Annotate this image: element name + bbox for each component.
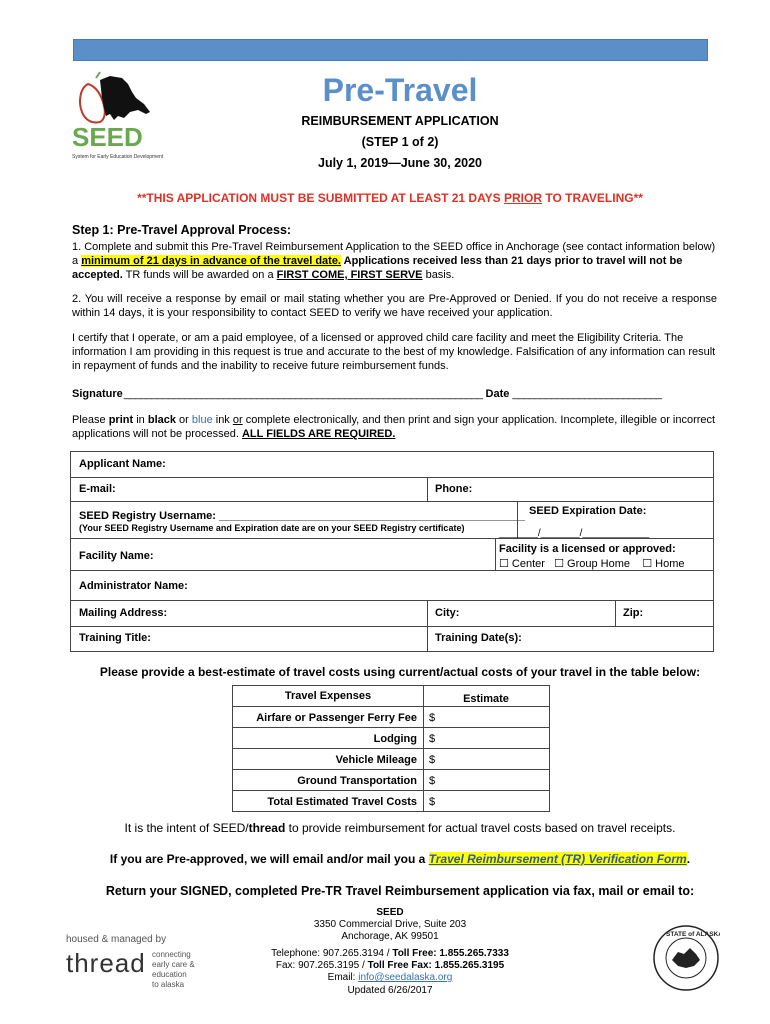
- subtitle-step: (STEP 1 of 2): [361, 135, 439, 149]
- cost-label: Lodging: [373, 733, 417, 745]
- cost-row: [233, 748, 549, 769]
- phone-field[interactable]: Phone:: [435, 483, 473, 495]
- seed-expiration-field[interactable]: _______/_______/____________: [499, 528, 650, 539]
- administrator-name-field[interactable]: Administrator Name:: [79, 580, 188, 592]
- contact-telephone: [230, 948, 550, 960]
- p1-first-come: FIRST COME, FIRST SERVE: [276, 269, 423, 281]
- email-link[interactable]: info@seedalaska.org: [358, 972, 453, 983]
- fax-tollfree: Toll Free Fax: 1.855.265.3195: [367, 960, 505, 971]
- training-title-field[interactable]: Training Title:: [79, 632, 151, 644]
- intent-c: to provide reimbursement for actual travel costs based on travel receipts.: [285, 821, 676, 835]
- thread-tag1: connecting: [152, 950, 191, 959]
- form-row-facility: [71, 538, 713, 539]
- seal-text: STATE of ALASKA: [666, 931, 720, 938]
- form-row-seed: [71, 501, 713, 502]
- cost-value-field[interactable]: $: [429, 796, 436, 808]
- training-dates-field[interactable]: Training Date(s):: [435, 632, 522, 644]
- instr-e: complete electronically, and then print and sign your application. Incomplete, illegible or incorrect applications will not be processed.: [72, 414, 716, 440]
- p1-text-e: basis.: [422, 269, 455, 281]
- divider: [427, 600, 428, 626]
- instr-black: black: [147, 414, 176, 426]
- thread-tag3: to alaska: [152, 980, 185, 989]
- thread-name: thread: [66, 948, 146, 978]
- certification-paragraph: I certify that I operate, or am a paid employee, of a licensed or approved child care facility and meet the Eligibility Criteria. The information I am providing in this request is true and accurate to the best of my knowledge. Falsification of any information can result in repayment of funds and the inability to receive future reimbursement funds.: [72, 332, 716, 372]
- mailing-address-field[interactable]: Mailing Address:: [79, 607, 168, 619]
- warning-text-pre: **THIS APPLICATION MUST BE SUBMITTED AT LEAST 21 DAYS: [137, 191, 504, 205]
- cost-header-estimate: Estimate: [463, 693, 509, 705]
- contact-address1: 3350 Commercial Drive, Suite 203: [313, 919, 467, 930]
- instr-required: ALL FIELDS ARE REQUIRED.: [241, 428, 396, 440]
- home-checkbox[interactable]: ☐ Home: [642, 558, 685, 570]
- form-row-admin: [71, 570, 713, 571]
- intent-thread: thread: [248, 821, 286, 835]
- email-label: Email:: [327, 972, 359, 983]
- form-row-email: [71, 477, 713, 478]
- warning-text-post: TO TRAVELING**: [542, 191, 643, 205]
- cost-value-field[interactable]: $: [429, 733, 436, 745]
- seed-username-field[interactable]: SEED Registry Username: __________________________________________________: [79, 510, 525, 522]
- applicant-form: [70, 451, 714, 652]
- cost-value-field[interactable]: $: [429, 754, 436, 766]
- thread-tagline: [152, 950, 226, 990]
- instr-print: print: [108, 414, 134, 426]
- cost-value-field[interactable]: $: [429, 775, 436, 787]
- page-title: Pre-Travel: [322, 72, 478, 108]
- step1-paragraph-1: [72, 240, 717, 282]
- step1-heading: Step 1: Pre-Travel Approval Process:: [72, 223, 292, 237]
- submission-warning: [60, 191, 720, 205]
- seed-username-note: (Your SEED Registry Username and Expiration date are on your SEED Registry certificate): [79, 523, 465, 533]
- instr-c: or: [175, 414, 192, 426]
- contact-org: SEED: [376, 907, 404, 918]
- warning-text-prior: PRIOR: [504, 191, 543, 205]
- facility-type-options: [499, 557, 685, 570]
- cost-row: [233, 769, 549, 790]
- header-bar: [73, 39, 708, 61]
- cost-row: [233, 706, 549, 727]
- tr-verification-form-link[interactable]: Travel Reimbursement (TR) Verification Form: [428, 852, 687, 866]
- divider: [495, 538, 496, 570]
- center-checkbox[interactable]: ☐ Center: [499, 558, 545, 570]
- updated-date: Updated 6/26/2017: [347, 985, 433, 996]
- cost-row: [233, 727, 549, 748]
- seed-logo-tagline: System for Early Education Development: [72, 154, 164, 160]
- contact-address2: Anchorage, AK 99501: [341, 931, 439, 942]
- step1-paragraph-2: 2. You will receive a response by email or mail stating whether you are Pre-Approved or Denied. If you do not receive a response within 14 days, it is your responsibility to contact SEED to verify we have received your application.: [72, 293, 717, 319]
- email-field[interactable]: E-mail:: [79, 483, 116, 495]
- subtitle-application: REIMBURSEMENT APPLICATION: [301, 114, 499, 128]
- signature-field[interactable]: _________________________________________________________________: [123, 388, 483, 400]
- state-seal-icon: [652, 924, 720, 992]
- p1-highlight: minimum of 21 days in advance of the travel date.: [81, 255, 341, 267]
- group-home-checkbox[interactable]: ☐ Group Home: [554, 558, 630, 570]
- date-label: Date: [485, 388, 510, 400]
- divider: [427, 477, 428, 501]
- preapproval-statement: [60, 852, 740, 866]
- cost-label: Airfare or Passenger Ferry Fee: [256, 712, 417, 724]
- p1-text-a: 1. Complete and submit this Pre-Travel Reimbursement Application to the SEED office in Anchorage (see contact information below) a: [72, 241, 716, 267]
- cost-label: Vehicle Mileage: [335, 754, 417, 766]
- thread-logo: [66, 928, 226, 988]
- cost-header-expenses: Travel Expenses: [284, 690, 372, 702]
- p1-text-b: Applications received less than 21 days prior to travel will not be accepted.: [72, 255, 683, 281]
- cost-row-total: [233, 790, 549, 811]
- tel-local: Telephone: 907.265.3194 /: [271, 948, 393, 959]
- alaska-apple-icon: [70, 70, 180, 170]
- tel-tollfree: Toll Free: 1.855.265.7333: [392, 948, 509, 959]
- thread-housed-text: housed & managed by: [66, 934, 167, 945]
- form-row-training: [71, 626, 713, 627]
- instr-a: Please: [72, 414, 109, 426]
- contact-email: [230, 972, 550, 984]
- preapp-a: If you are Pre-approved, we will email and/or mail you a: [109, 852, 429, 866]
- instr-d: ink: [212, 414, 233, 426]
- thread-tag2: early care & education: [152, 960, 195, 979]
- instr-blue: blue: [191, 414, 213, 426]
- p1-text-c: TR funds will be awarded on a: [122, 269, 277, 281]
- instr-b: in: [133, 414, 148, 426]
- cost-label: Total Estimated Travel Costs: [267, 796, 417, 808]
- intent-statement: [60, 821, 740, 835]
- seed-logo: [70, 70, 180, 170]
- return-instructions: Return your SIGNED, completed Pre-TR Travel Reimbursement application via fax, mail or email to:: [105, 884, 695, 898]
- city-field[interactable]: City:: [435, 607, 460, 619]
- preapp-c: .: [686, 852, 691, 866]
- applicant-name-field[interactable]: Applicant Name:: [79, 458, 166, 470]
- intent-a: It is the intent of SEED/: [124, 821, 249, 835]
- subtitle-dates: July 1, 2019—June 30, 2020: [318, 156, 482, 170]
- divider: [615, 600, 616, 626]
- form-row-mailing: [71, 600, 713, 601]
- instructions-paragraph: [72, 413, 717, 441]
- divider: [427, 626, 428, 652]
- contact-fax: [230, 960, 550, 972]
- facility-type-label: Facility is a licensed or approved:: [499, 543, 676, 555]
- travel-cost-table: [232, 685, 550, 812]
- date-field[interactable]: ___________________________: [512, 388, 662, 400]
- cost-label: Ground Transportation: [297, 775, 417, 787]
- seed-logo-text: SEED: [72, 122, 143, 152]
- costs-intro: Please provide a best-estimate of travel costs using current/actual costs of your travel in the table below:: [99, 665, 701, 679]
- signature-label: Signature: [72, 388, 123, 400]
- facility-name-field[interactable]: Facility Name:: [79, 550, 154, 562]
- seed-expiration-label: SEED Expiration Date:: [529, 505, 647, 517]
- cost-value-field[interactable]: $: [429, 712, 436, 724]
- fax-local: Fax: 907.265.3195 /: [275, 960, 368, 971]
- zip-field[interactable]: Zip:: [623, 607, 644, 619]
- instr-or: or: [232, 414, 243, 426]
- signature-line: [72, 388, 717, 400]
